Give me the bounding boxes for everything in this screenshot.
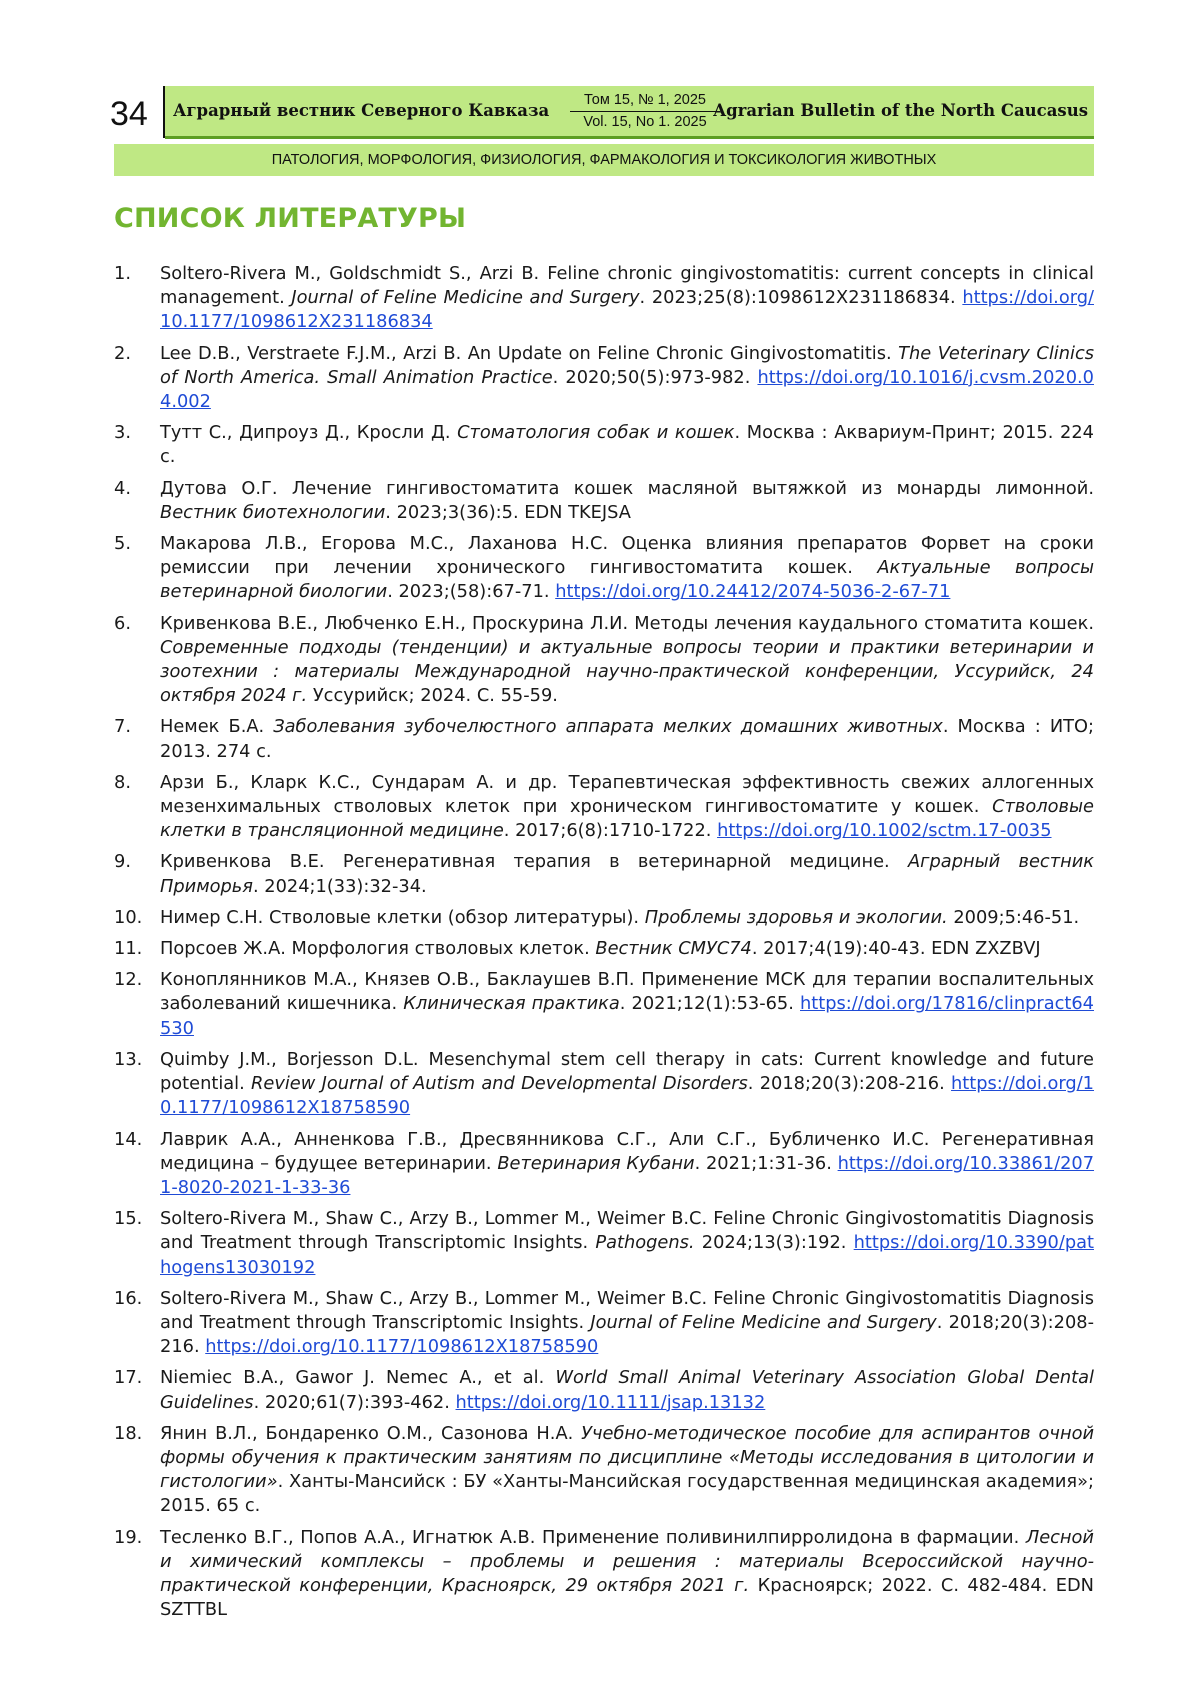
- reference-segment: 2024;13(3):192.: [694, 1232, 854, 1254]
- reference-text: [160, 1048, 1094, 1121]
- reference-number: 5.: [114, 533, 131, 555]
- reference-text: [160, 1366, 1094, 1414]
- reference-segment: 2009;5:46-51.: [947, 906, 1080, 928]
- reference-segment: Порсоев Ж.А. Морфология стволовых клеток.: [160, 938, 596, 960]
- reference-segment: Макарова Л.В., Егорова М.С., Лаханова Н.С. Оценка влияния препаратов Форвет на сроки ремиссии при лечении хронического гингивостоматита кошек.: [160, 533, 1094, 579]
- doi-link[interactable]: https://doi.org/10.1177/1098612X231186834: [160, 287, 1094, 333]
- source-title: Journal of Feline Medicine and Surgery: [291, 287, 640, 309]
- reference-text: [160, 906, 1094, 930]
- reference-text: [160, 1526, 1094, 1623]
- source-title: Лесной и химический комплексы – проблемы и решения : материалы Всероссийской научно-практической конференции, Красноярск, 29 октября 2021 г.: [160, 1526, 1094, 1596]
- reference-segment: . 2020;61(7):393-462.: [253, 1391, 456, 1413]
- reference-item: [114, 850, 1094, 898]
- reference-text: [160, 1422, 1094, 1519]
- references-heading: СПИСОК ЛИТЕРАТУРЫ: [114, 203, 467, 234]
- reference-text: [160, 968, 1094, 1041]
- reference-segment: Уссурийск; 2024. С. 55-59.: [307, 685, 558, 707]
- doi-link[interactable]: https://doi.org/10.1177/1098612X18758590: [160, 1073, 1094, 1119]
- reference-item: [114, 532, 1094, 605]
- reference-number: 1.: [114, 263, 131, 284]
- source-title: Заболевания зубочелюстного аппарата мелких домашних животных: [273, 716, 943, 738]
- reference-item: [114, 1128, 1094, 1201]
- reference-segment: . 2020;50(5):973-982.: [552, 366, 758, 388]
- reference-text: [160, 421, 1094, 469]
- doi-link[interactable]: https://doi.org/10.24412/2074-5036-2-67-71: [555, 581, 951, 603]
- reference-segment: . 2021;1:31-36.: [694, 1152, 838, 1174]
- source-title: Ветеринария Кубани: [497, 1152, 695, 1174]
- doi-link[interactable]: https://doi.org/10.1016/j.cvsm.2020.04.002: [160, 366, 1094, 413]
- reference-text: [160, 937, 1094, 961]
- journal-title-en: Agrarian Bulletin of the North Caucasus: [713, 101, 1088, 120]
- reference-segment: . Ханты-Мансийск : БУ «Ханты-Мансийская государственная медицинская академия»; 2015. 65 с.: [160, 1471, 1094, 1517]
- source-title: Учебно-методическое пособие для аспирантов очной формы обучения к практическим занятиям по дисциплине «Методы исследования в цитологии и гистологии»: [160, 1422, 1094, 1493]
- reference-segment: Янин В.Л., Бондаренко О.М., Сазонова Н.А.: [160, 1422, 582, 1444]
- reference-segment: Кривенкова В.Е. Регенеративная терапия в ветеринарной медицине.: [160, 851, 909, 873]
- reference-text: [160, 715, 1094, 763]
- reference-text: [160, 612, 1094, 709]
- reference-number: 10.: [114, 906, 143, 928]
- reference-text: [160, 850, 1094, 898]
- reference-segment: . Москва : Аквариум-Принт; 2015. 224 с.: [160, 422, 1094, 468]
- source-title: Pathogens.: [595, 1232, 695, 1254]
- journal-title-ru: Аграрный вестник Северного Кавказа: [173, 101, 550, 120]
- reference-number: 3.: [114, 422, 131, 444]
- reference-segment: Quimby J.M., Borjesson D.L. Mesenchymal stem cell therapy in cats: Current knowledge and future potential.: [160, 1048, 1094, 1095]
- reference-segment: . 2017;4(19):40-43. EDN ZXZBVJ: [751, 938, 1041, 960]
- reference-text: [160, 771, 1094, 844]
- reference-segment: . 2018;20(3):208-216.: [747, 1073, 952, 1095]
- reference-segment: Лаврик А.А., Анненкова Г.В., Дресвянникова С.Г., Али С.Г., Бубличенко И.С. Регенеративная медицина – будущее ветеринарии.: [160, 1128, 1094, 1174]
- reference-segment: . 2023;3(36):5. EDN TKEJSA: [385, 501, 631, 523]
- page-number: 34: [110, 95, 148, 133]
- reference-segment: Тутт С., Дипроуз Д., Кросли Д.: [160, 422, 458, 444]
- source-title: Стоматология собак и кошек: [457, 422, 735, 444]
- reference-segment: Арзи Б., Кларк К.С., Сундарам А. и др. Терапевтическая эффективность свежих аллогенных мезенхимальных стволовых клеток при хроническом гингивостоматите у кошек.: [160, 771, 1094, 818]
- doi-link[interactable]: https://doi.org/10.3390/pathogens13030192: [160, 1232, 1094, 1278]
- reference-text: [160, 1287, 1094, 1360]
- doi-link[interactable]: https://doi.org/10.33861/2071-8020-2021-1-33-36: [160, 1152, 1095, 1198]
- issue-en: Vol. 15, No 1. 2025: [583, 114, 707, 130]
- reference-number: 19.: [114, 1526, 143, 1548]
- reference-number: 18.: [114, 1422, 143, 1444]
- reference-text: [160, 262, 1094, 335]
- reference-item: [114, 1207, 1094, 1280]
- reference-number: 15.: [114, 1208, 143, 1230]
- reference-segment: . 2017;6(8):1710-1722.: [503, 820, 718, 842]
- reference-segment: Niemiec B.A., Gawor J. Nemec A., et al.: [160, 1367, 556, 1389]
- reference-item: [114, 906, 1094, 930]
- reference-text: [160, 532, 1094, 605]
- reference-segment: . 2021;12(1):53-65.: [619, 993, 800, 1015]
- reference-item: [114, 612, 1094, 709]
- reference-segment: . 2018;20(3):208-216.: [160, 1311, 1094, 1358]
- reference-item: [114, 1048, 1094, 1121]
- source-title: World Small Animal Veterinary Association Global Dental Guidelines: [160, 1367, 1094, 1413]
- section-title: ПАТОЛОГИЯ, МОРФОЛОГИЯ, ФИЗИОЛОГИЯ, ФАРМАКОЛОГИЯ И ТОКСИКОЛОГИЯ ЖИВОТНЫХ: [114, 144, 1094, 176]
- reference-item: [114, 421, 1094, 469]
- reference-number: 6.: [114, 612, 131, 634]
- reference-text: [160, 1207, 1094, 1280]
- reference-segment: Тесленко В.Г., Попов А.А., Игнатюк А.В. Применение поливинилпирролидона в фармации.: [160, 1526, 1026, 1548]
- reference-number: 8.: [114, 771, 131, 793]
- source-title: Проблемы здоровья и экологии.: [644, 906, 948, 928]
- source-title: Вестник СМУС74: [595, 938, 752, 960]
- source-title: Вестник биотехнологии: [160, 501, 386, 523]
- reference-text: [160, 342, 1094, 415]
- reference-item: [114, 262, 1094, 335]
- reference-segment: Soltero-Rivera M., Goldschmidt S., Arzi B. Feline chronic gingivostomatitis: current concepts in clinical management.: [160, 263, 1094, 309]
- reference-number: 14.: [114, 1128, 143, 1150]
- source-title: Клиническая практика: [403, 993, 620, 1015]
- reference-segment: Нимер С.Н. Стволовые клетки (обзор литературы).: [160, 906, 645, 928]
- reference-segment: Кривенкова В.Е., Любченко Е.Н., Проскурина Л.И. Методы лечения каудального стоматита кошек.: [160, 612, 1094, 634]
- reference-segment: Красноярск; 2022. С. 482-484. EDN SZTTBL: [160, 1574, 1094, 1621]
- reference-item: [114, 1366, 1094, 1414]
- reference-number: 2.: [114, 342, 131, 364]
- reference-item: [114, 937, 1094, 961]
- reference-item: [114, 968, 1094, 1041]
- source-title: The Veterinary Clinics of North America. Small Animation Practice: [160, 342, 1094, 388]
- reference-segment: Lee D.B., Verstraete F.J.M., Arzi B. An Update on Feline Chronic Gingivostomatitis.: [160, 342, 899, 364]
- reference-item: [114, 715, 1094, 763]
- issue-ru: Том 15, № 1, 2025: [570, 90, 720, 112]
- reference-segment: Soltero-Rivera M., Shaw C., Arzy B., Lommer M., Weimer B.C. Feline Chronic Gingivostomatitis Diagnosis and Treatment through Transcriptomic Insights.: [160, 1208, 1094, 1254]
- reference-item: [114, 771, 1094, 844]
- reference-item: [114, 477, 1094, 525]
- reference-segment: Немек Б.А.: [160, 716, 274, 738]
- reference-number: 11.: [114, 938, 143, 960]
- doi-link[interactable]: https://doi.org/10.1177/1098612X18758590: [205, 1336, 599, 1358]
- doi-link[interactable]: https://doi.org/10.1002/sctm.17-0035: [717, 820, 1052, 842]
- reference-item: [114, 1422, 1094, 1519]
- reference-number: 12.: [114, 969, 143, 991]
- source-title: Стволовые клетки в трансляционной медицине: [160, 796, 1094, 842]
- reference-number: 16.: [114, 1287, 143, 1309]
- reference-segment: . Москва : ИТО; 2013. 274 с.: [160, 716, 1094, 762]
- reference-number: 7.: [114, 716, 131, 738]
- doi-link[interactable]: https://doi.org/17816/clinpract64530: [160, 993, 1094, 1039]
- reference-text: [160, 1128, 1094, 1201]
- reference-number: 17.: [114, 1367, 143, 1389]
- source-title: Современные подходы (тенденции) и актуальные вопросы теории и практики ветеринарии и зоотехнии : материалы Международной научно-практической конференции, Уссурийск, 24 октября 2024 г.: [160, 636, 1094, 707]
- reference-item: [114, 1526, 1094, 1623]
- source-title: Review Journal of Autism and Developmental Disorders: [251, 1073, 748, 1095]
- reference-number: 9.: [114, 851, 131, 873]
- reference-segment: Коноплянников М.А., Князев О.В., Баклаушев В.П. Применение МСК для терапии воспалительных заболеваний кишечника.: [160, 969, 1094, 1015]
- reference-segment: Дутова О.Г. Лечение гингивостоматита кошек масляной вытяжкой из монарды лимонной.: [160, 477, 1094, 499]
- reference-item: [114, 1287, 1094, 1360]
- reference-segment: Soltero-Rivera M., Shaw C., Arzy B., Lommer M., Weimer B.C. Feline Chronic Gingivostomatitis Diagnosis and Treatment through Transcriptomic Insights.: [160, 1287, 1094, 1333]
- source-title: Journal of Feline Medicine and Surgery: [590, 1311, 937, 1333]
- reference-segment: . 2023;(58):67-71.: [387, 581, 556, 603]
- reference-segment: . 2024;1(33):32-34.: [252, 875, 427, 897]
- running-header: [165, 86, 1094, 139]
- reference-text: [160, 477, 1094, 525]
- source-title: Актуальные вопросы ветеринарной биологии: [160, 557, 1095, 603]
- reference-item: [114, 342, 1094, 415]
- source-title: Аграрный вестник Приморья: [160, 851, 1094, 897]
- issue-info: [570, 90, 720, 132]
- doi-link[interactable]: https://doi.org/10.1111/jsap.13132: [455, 1391, 766, 1413]
- reference-number: 13.: [114, 1048, 143, 1070]
- reference-segment: . 2023;25(8):1098612X231186834.: [639, 287, 963, 309]
- reference-list: [114, 262, 1094, 1629]
- reference-number: 4.: [114, 477, 131, 499]
